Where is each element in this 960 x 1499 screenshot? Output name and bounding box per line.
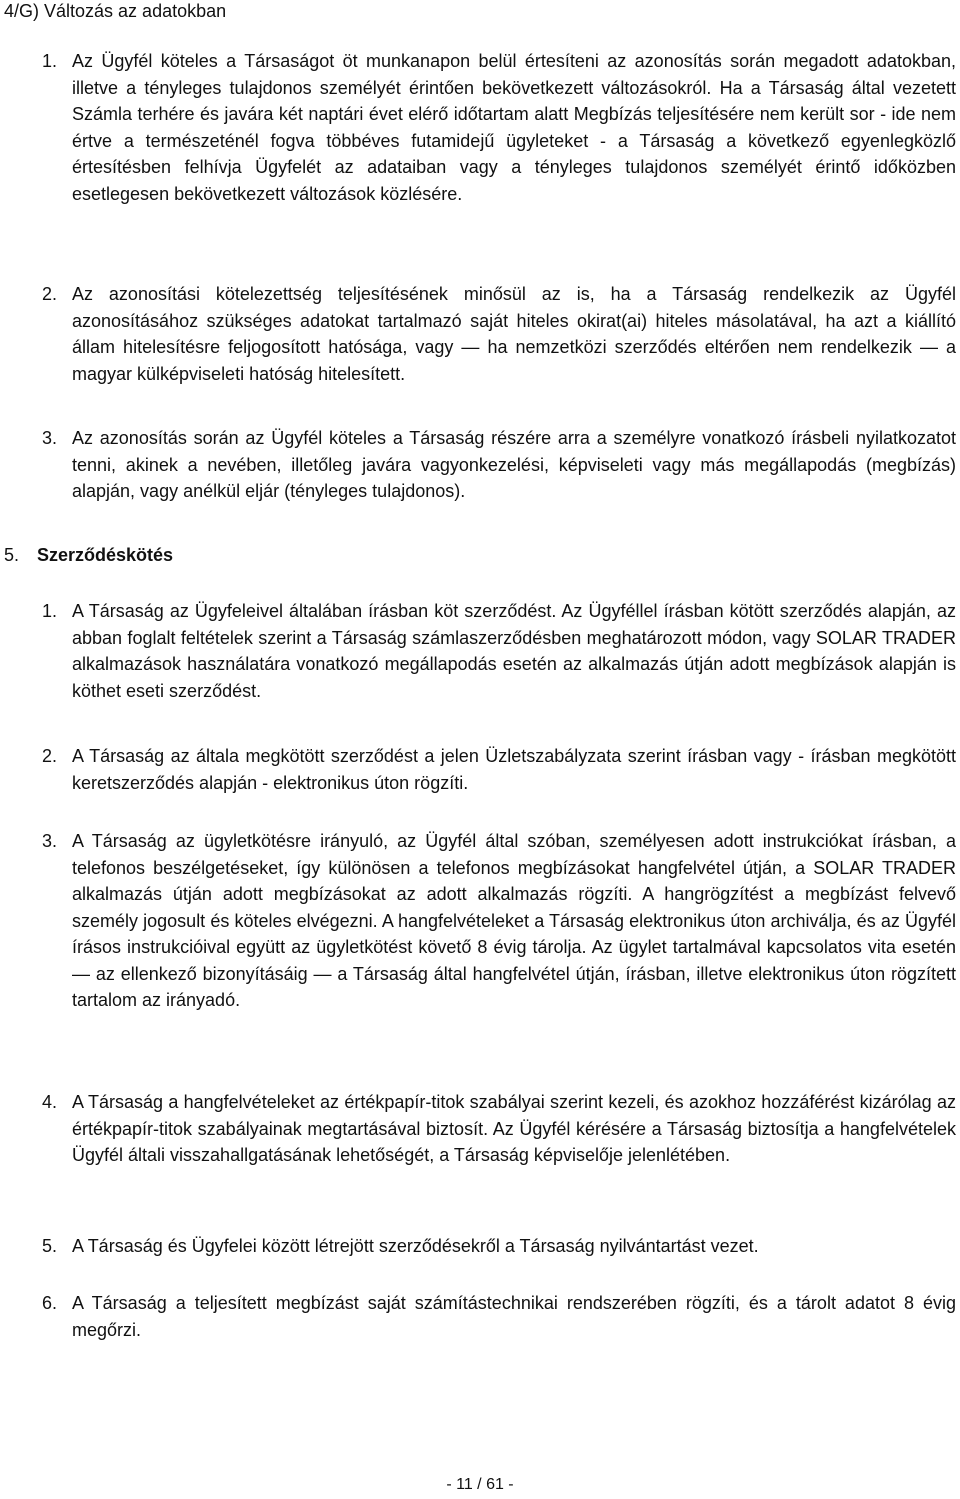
item-number: 6. <box>42 1293 58 1313</box>
item-text: A Társaság az ügyletkötésre irányuló, az Ügyfél által szóban, személyesen adott instrukciókat írásban, a telefonos beszélgetéseket, így különösen a telefonos megbízásokat hangfelvétel útján, a SOLAR TRADER alkalmazás útján adott megbízásokat az adott alkalmazás rögzíti. A hangrögzítést a megbízást felvevő személy jogosult és köteles elvégezni. A hangfelvételeket a Társaság elektronikus úton archiválja, és az Ügyfél írásos instrukcióival együtt az ügyletkötést követő 8 évig tárolja. Az ügylet tartalmával kapcsolatos vita esetén — az ellenkező bizonyításáig — a Társaság által hangfelvétel útján, írásban, illetve elektronikus úton rögzített tartalom az irányadó. <box>72 831 956 1010</box>
item-number: 5. <box>42 1236 58 1256</box>
item-text: A Társaság az Ügyfeleivel általában írásban köt szerződést. Az Ügyféllel írásban kötött szerződés alapján, az abban foglalt feltételek szerint a Társaság számlaszerződésben meghatározott módon, vagy SOLAR TRADER alkalmazások használatára vonatkozó megállapodás esetén az alkalmazás útján adott megbízások alapján is köthet eseti szerződést. <box>72 601 956 701</box>
item-number: 2. <box>42 746 58 766</box>
item-text: Az Ügyfél köteles a Társaságot öt munkanapon belül értesíteni az azonosítás során megadott adatokban, illetve a tényleges tulajdonos személyét érintően bekövetkezett változásokról. Ha a Társaság által vezetett Számla terhére és javára két naptári évet elérő időtartam alatt Megbízás teljesítésére nem került sor - ide nem értve a természeténél fogva többéves futamidejű ügyleteket - a Társaság a következő egyenlegközlő értesítésben felhívja Ügyfelét az adataiban vagy a tényleges tulajdonos személyét érintő időközben esetlegesen bekövetkezett változások közlésére. <box>72 51 956 204</box>
list-item <box>0 425 956 505</box>
item-number: 3. <box>42 428 58 448</box>
item-number: 3. <box>42 831 58 851</box>
section-title: Szerződéskötés <box>37 545 174 565</box>
list-item <box>0 743 956 796</box>
list-item <box>0 598 956 704</box>
item-number: 1. <box>42 601 58 621</box>
item-text: Az azonosítási kötelezettség teljesítésének minősül az is, ha a Társaság rendelkezik az Ügyfél azonosításához szükséges adatokat tartalmazó saját hiteles okirat(ai) hiteles másolatával, ha azt a kiállító állam hitelesítésre feljogosított hatósága, vagy — ha nemzetközi szerződés eltérően nem rendelkezik — a magyar külképviseleti hatóság hitelesített. <box>72 284 956 384</box>
list-item <box>0 48 956 207</box>
item-text: Az azonosítás során az Ügyfél köteles a Társaság részére arra a személyre vonatkozó írásbeli nyilatkozatot tenni, akinek a nevében, illetőleg javára vagyonkezelési, képviseleti vagy más megállapodás (megbízás) alapján, vagy anélkül eljár (tényleges tulajdonos). <box>72 428 956 501</box>
item-text: A Társaság a hangfelvételeket az értékpapír-titok szabályai szerint kezeli, és azokhoz hozzáférést kizárólag az értékpapír-titok szabályainak megtartásával biztosít. Az Ügyfél kérésére a Társaság biztosítja a hangfelvételek Ügyfél általi visszahallgatásának lehetőségét, a Társaság képviselője jelenlétében. <box>72 1092 956 1165</box>
item-text: A Társaság az általa megkötött szerződést a jelen Üzletszabályzata szerint írásban vagy - írásban megkötött keretszerződés alapján - elektronikus úton rögzíti. <box>72 746 956 793</box>
item-number: 4. <box>42 1092 58 1112</box>
item-number: 1. <box>42 51 58 71</box>
list-item <box>0 828 956 1014</box>
list-item <box>0 1089 956 1169</box>
list-item <box>0 1290 956 1343</box>
list-item <box>0 281 956 387</box>
section-number: 5. <box>4 545 20 565</box>
page-number: - 11 / 61 - <box>446 1476 514 1493</box>
list-item <box>0 1233 956 1260</box>
item-text: A Társaság a teljesített megbízást saját számítástechnikai rendszerében rögzíti, és a tárolt adatot 8 évig megőrzi. <box>72 1293 956 1340</box>
item-number: 2. <box>42 284 58 304</box>
item-text: A Társaság és Ügyfelei között létrejött szerződésekről a Társaság nyilvántartást vezet. <box>72 1236 759 1256</box>
section-heading: 4/G) Változás az adatokban <box>4 1 227 21</box>
section-title-row <box>0 542 956 569</box>
